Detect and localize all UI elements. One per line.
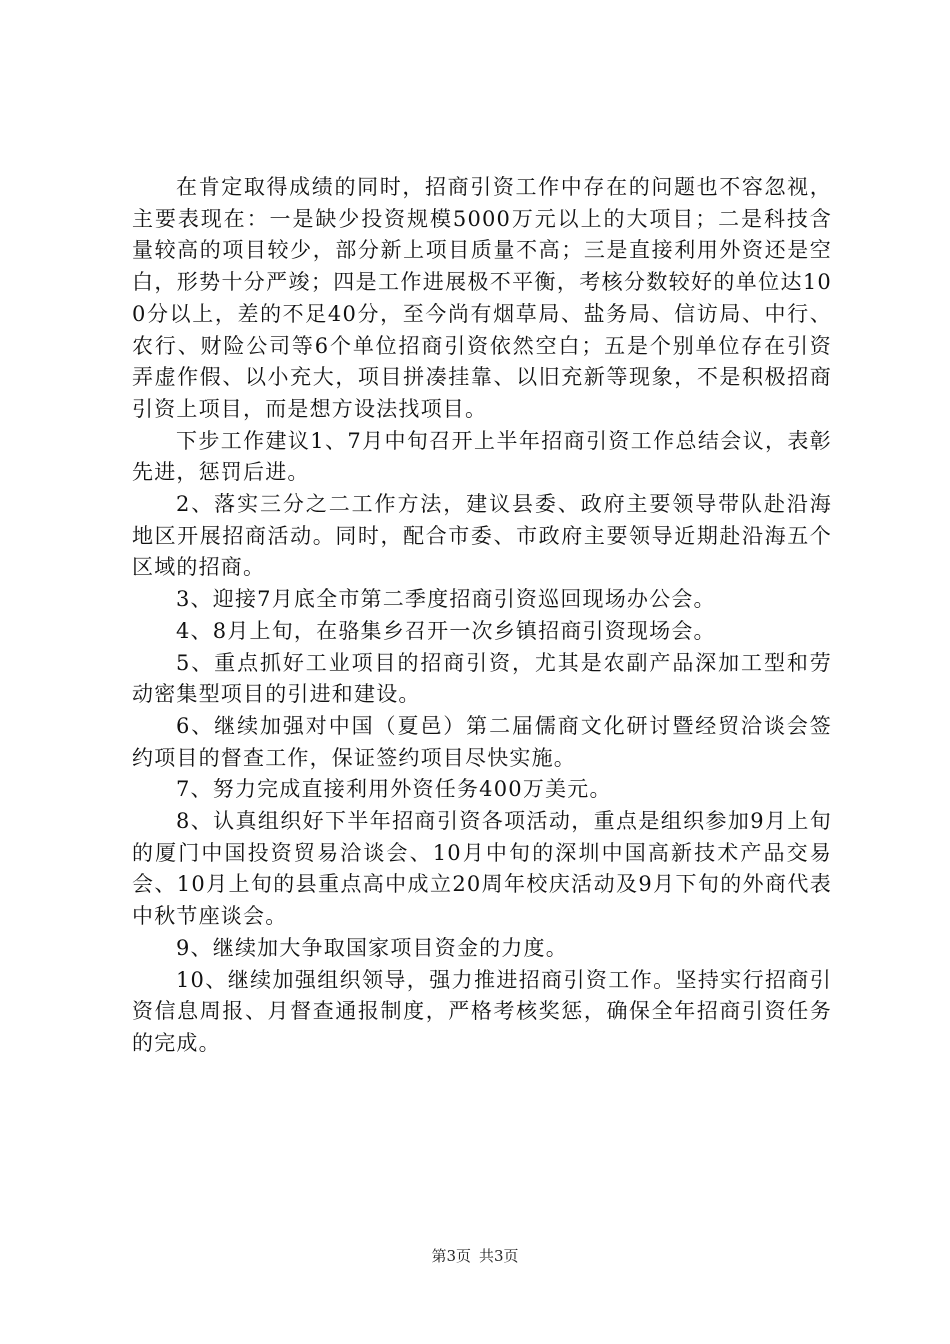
page-total: 共3页 bbox=[479, 1247, 519, 1265]
paragraph-problems: 在肯定取得成绩的同时，招商引资工作中存在的问题也不容忽视，主要表现在：一是缺少投资规模5000万元以上的大项目；二是科技含量较高的项目较少，部分新上项目质量不高；三是直接利用外资还是空白，形势十分严竣；四是工作进展极不平衡，考核分数较好的单位达100分以上，差的不足40分，至今尚有烟草局、盐务局、信访局、中行、农行、财险公司等6个单位招商引资依然空白；五是个别单位存在引资弄虚作假、以小充大，项目拼凑挂靠、以旧充新等现象，不是积极招商引资上项目，而是想方设法找项目。 bbox=[132, 175, 832, 421]
paragraph-suggestion-3: 3、迎接7月底全市第二季度招商引资巡回现场办公会。 bbox=[176, 587, 716, 612]
paragraph-suggestion-1: 下步工作建议1、7月中旬召开上半年招商引资工作总结会议，表彰先进，惩罚后进。 bbox=[132, 428, 832, 485]
paragraph-suggestion-6: 6、继续加强对中国（夏邑）第二届儒商文化研讨暨经贸洽谈会签约项目的督查工作，保证签约项目尽快实施。 bbox=[132, 713, 832, 770]
paragraph-suggestion-10: 10、继续加强组织领导，强力推进招商引资工作。坚持实行招商引资信息周报、月督查通报制度，严格考核奖惩，确保全年招商引资任务的完成。 bbox=[132, 967, 832, 1055]
paragraph-suggestion-9: 9、继续加大争取国家项目资金的力度。 bbox=[176, 935, 568, 960]
document-body bbox=[132, 172, 832, 1060]
page-number: 第3页 bbox=[431, 1247, 471, 1265]
paragraph-suggestion-8: 8、认真组织好下半年招商引资各项活动，重点是组织参加9月上旬的厦门中国投资贸易洽谈会、10月中旬的深圳中国高新技术产品交易会、10月上旬的县重点高中成立20周年校庆活动及9月下旬的外商代表中秋节座谈会。 bbox=[132, 809, 832, 929]
paragraph-suggestion-4: 4、8月上旬，在骆集乡召开一次乡镇招商引资现场会。 bbox=[176, 618, 716, 643]
paragraph-suggestion-2: 2、落实三分之二工作方法，建议县委、政府主要领导带队赴沿海地区开展招商活动。同时，配合市委、市政府主要领导近期赴沿海五个区域的招商。 bbox=[132, 492, 832, 580]
page-footer bbox=[0, 1245, 950, 1266]
paragraph-suggestion-5: 5、重点抓好工业项目的招商引资，尤其是农副产品深加工型和劳动密集型项目的引进和建设。 bbox=[132, 650, 832, 707]
paragraph-suggestion-7: 7、努力完成直接利用外资任务400万美元。 bbox=[176, 777, 612, 802]
